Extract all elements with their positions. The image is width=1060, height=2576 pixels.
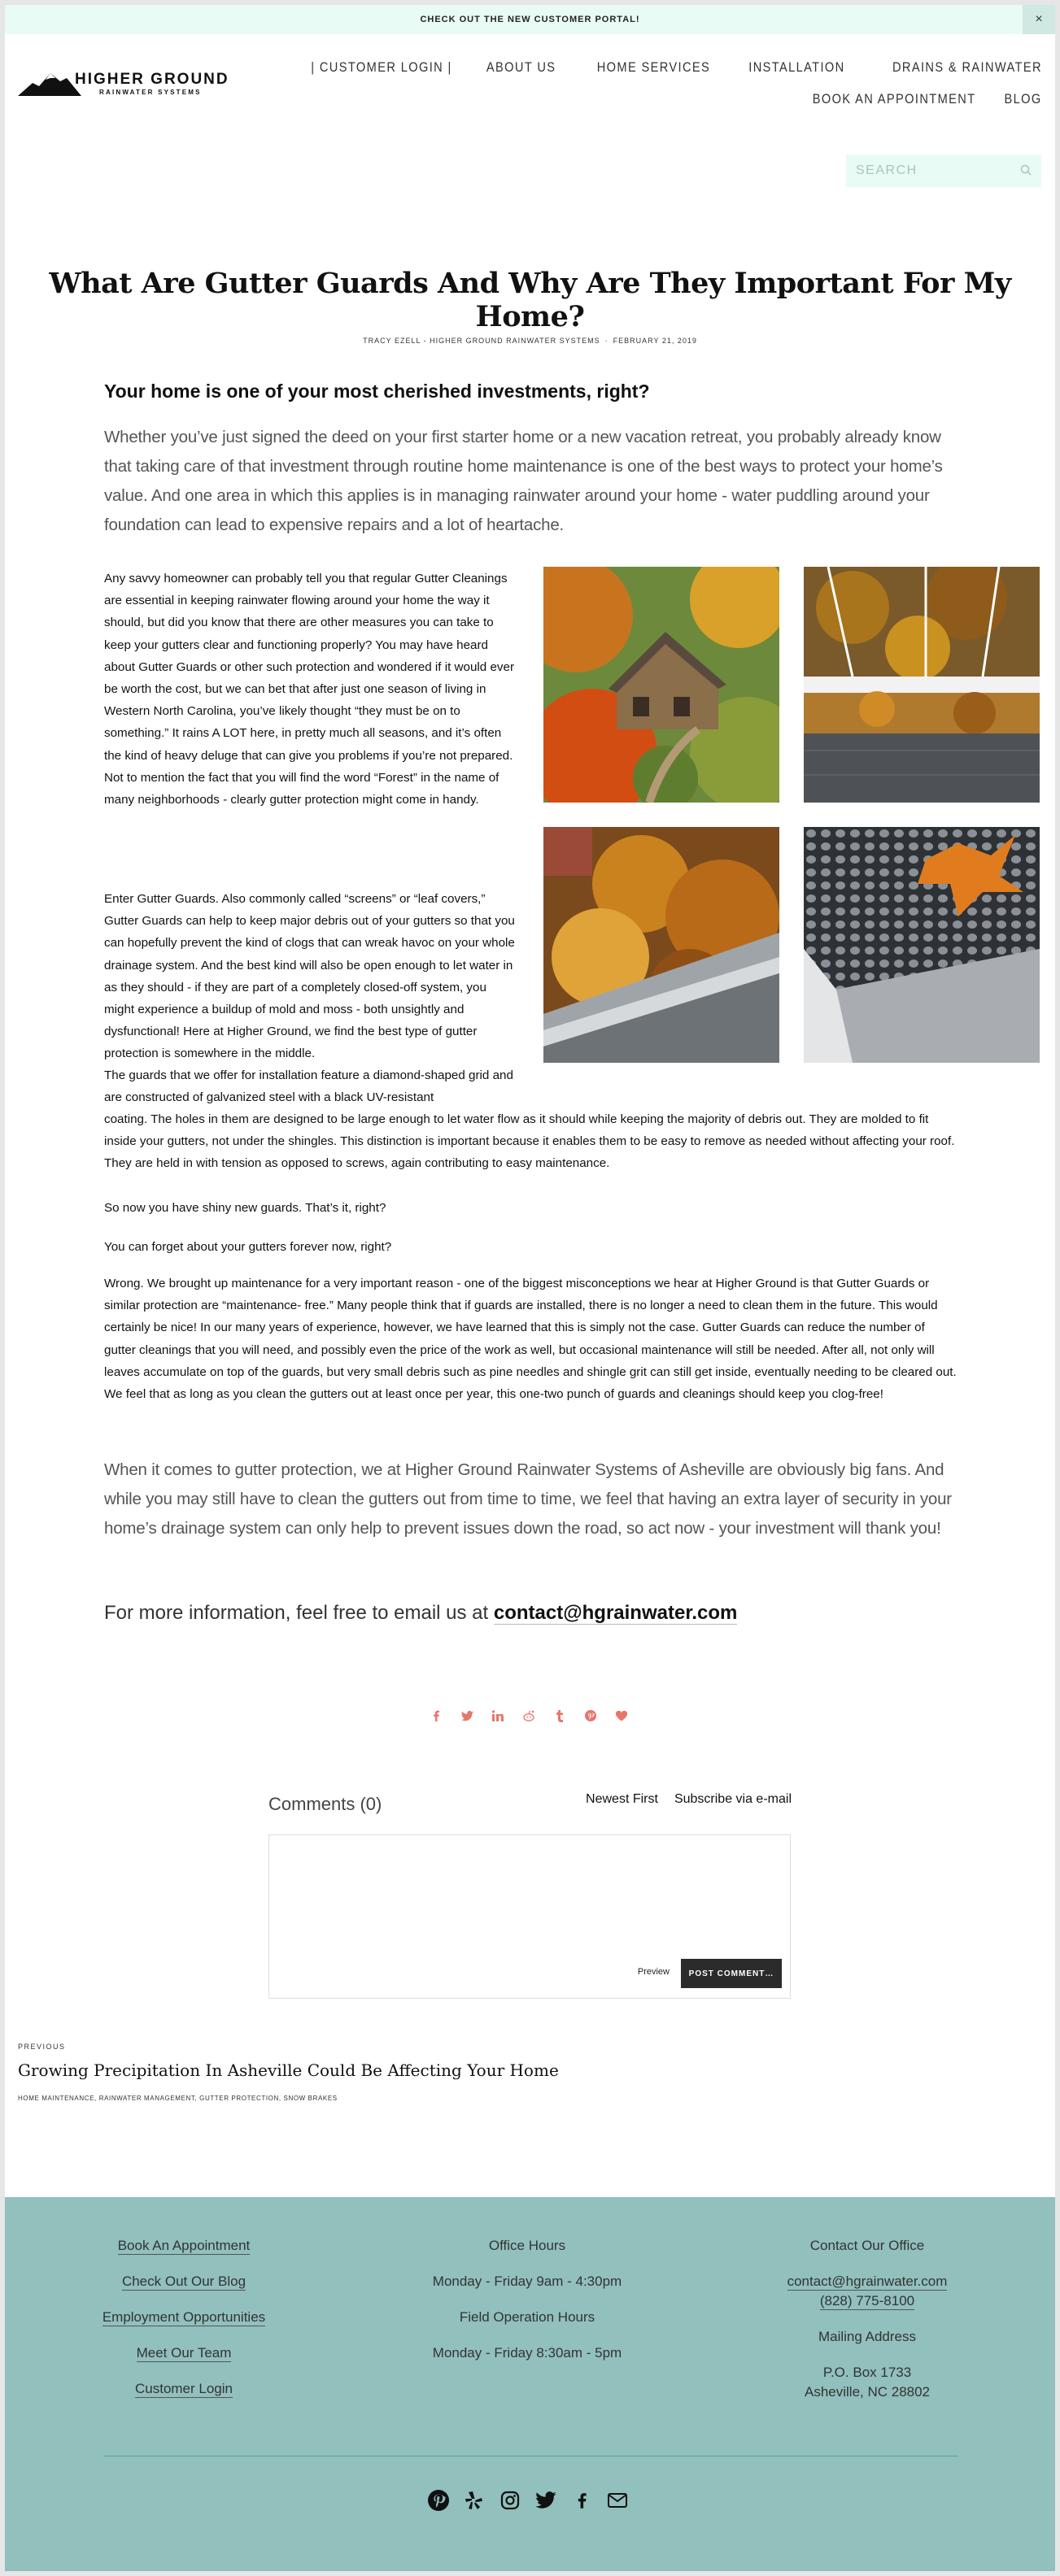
comments-title: Comments (0): [268, 1794, 382, 1814]
footer-link-blog[interactable]: Check Out Our Blog: [121, 2274, 246, 2289]
yelp-icon[interactable]: [464, 2490, 485, 2511]
paragraph-6: Wrong. We brought up maintenance for a very important reason - one of the biggest misconceptions we hear at Higher Ground is that Gutter Guards or similar protection are “maintenance- free.” Many people think that if guards are installed, there is no longer a need to clean them in the future. This would certainly be nice! In our many years of experience, however, we have learned that this is simply not the case. Gutter Guards can reduce the number of gutter cleanings that you will need, and possibly even the price of the work as well, but occasional maintenance will still be needed. After all, not only will leaves accumulate on top of the guards, but very small debris such as pine needles and shingle grit can still get inside, eventually needing to be cleared out. We feel that as long as you clean the gutters out at least once per year, this one-two punch of guards and cleanings should keep you clog-free!: [104, 1277, 957, 1402]
footer-contact: [721, 2238, 1014, 2420]
clogged-gutter-photo[interactable]: [543, 827, 779, 1063]
po-box: P.O. Box 1733: [822, 2365, 912, 2380]
paragraph-3a: The guards that we offer for installation feature a diamond-shaped grid and are constructed of galvanized steel with a black UV-resistant: [104, 1068, 513, 1105]
footer-phone-link[interactable]: (828) 775-8100: [819, 2293, 915, 2308]
pinterest-icon[interactable]: [428, 2490, 449, 2511]
footer-hours: [381, 2238, 674, 2381]
intro-paragraph: Whether you’ve just signed the deed on your first starter home or a new vacation retreat, you probably already know that taking care of that investment through routine home maintenance is one of the best ways to protect your home’s value. And one area in which this applies is in managing rainwater around your home - water puddling around your foundation can lead to expensive repairs and a lot of heartache.: [104, 428, 943, 534]
gutter-guard-mesh-photo[interactable]: [804, 827, 1040, 1063]
previous-post-link[interactable]: Growing Precipitation In Asheville Could Be Affecting Your Home: [18, 2060, 559, 2080]
nav-customer-login[interactable]: | CUSTOMER LOGIN |: [311, 59, 452, 75]
facebook-icon[interactable]: [428, 1708, 444, 1724]
nav-home-services[interactable]: HOME SERVICES: [596, 59, 711, 75]
byline: TRACY EZELL - HIGHER GROUND RAINWATER SYSTEMS · FEBRUARY 21, 2019: [363, 337, 697, 345]
secondary-nav: [786, 91, 1042, 107]
field-hours-title: Field Operation Hours: [459, 2309, 595, 2325]
post-comment-button[interactable]: POST COMMENT…: [681, 1959, 782, 1988]
mailing-address-title: Mailing Address: [818, 2329, 916, 2344]
closing-paragraph: When it comes to gutter protection, we at Higher Ground Rainwater Systems of Asheville are obviously big fans. And while you may still have to clean the gutters out from time to time, we feel that having an extra layer of security in your home’s drainage system can only help to prevent issues down the road, so act now - your investment will thank you!: [104, 1460, 952, 1538]
heart-icon[interactable]: [613, 1708, 630, 1724]
lede-heading: Your home is one of your most cherished investments, right?: [104, 381, 650, 402]
pinterest-icon[interactable]: [582, 1708, 599, 1724]
comments-tools: [586, 1792, 792, 1807]
gutter-leaves-photo[interactable]: [804, 567, 1040, 803]
nav-about-us[interactable]: ABOUT US: [486, 59, 556, 75]
contact-line: [104, 1602, 737, 1625]
reddit-icon[interactable]: [521, 1708, 537, 1724]
site-footer: [5, 2197, 1055, 2571]
contact-prefix: For more information, feel free to email us at: [104, 1602, 489, 1624]
footer-links: [37, 2238, 330, 2417]
paragraph-4: So now you have shiny new guards. That’s it, right?: [104, 1201, 386, 1215]
tumblr-icon[interactable]: [552, 1708, 568, 1724]
search-box: [846, 154, 1041, 187]
site-logo[interactable]: [18, 68, 254, 101]
linkedin-icon[interactable]: [490, 1708, 506, 1724]
paragraph-2: Enter Gutter Guards. Also commonly called “screens” or “leaf covers,” Gutter Guards can help to keep major debris out of your gutters so that you can hopefully prevent the kind of clogs that can wreak havoc on your whole drainage system. And the best kind will also be open enough to let water in as they should - if they are part of a completely closed-off system, you might experience a buildup of mold and moss - both unsightly and dysfunctional! Here at Higher Ground, we find the best type of gutter protection is somewhere in the middle.: [104, 892, 515, 1061]
twitter-icon[interactable]: [535, 2490, 556, 2511]
nav-blog[interactable]: BLOG: [1004, 91, 1042, 107]
footer-link-meet-team[interactable]: Meet Our Team: [136, 2345, 232, 2361]
twitter-icon[interactable]: [459, 1708, 475, 1724]
preview-button[interactable]: Preview: [637, 1967, 670, 1977]
mountain-logo-icon: [18, 72, 81, 98]
paragraph-5: You can forget about your gutters forever now, right?: [104, 1240, 392, 1254]
announcement-bar: [5, 5, 1055, 34]
search-input[interactable]: [856, 163, 1010, 178]
announcement-link[interactable]: CHECK OUT THE NEW CUSTOMER PORTAL!: [420, 15, 640, 24]
contact-office-title: Contact Our Office: [809, 2238, 925, 2253]
close-icon[interactable]: ×: [1023, 5, 1055, 34]
field-hours: Monday - Friday 8:30am - 5pm: [432, 2345, 622, 2361]
social-row: [428, 2490, 628, 2511]
search-icon[interactable]: [1020, 164, 1032, 176]
main-nav: [288, 59, 1042, 76]
contact-email-link[interactable]: contact@hgrainwater.com: [493, 1602, 738, 1624]
comment-box: [268, 1834, 791, 1999]
footer-link-book-appointment[interactable]: Book An Appointment: [117, 2238, 251, 2253]
post-date: FEBRUARY 21, 2019: [613, 337, 697, 345]
nav-drains-rainwater[interactable]: DRAINS & RAINWATER: [892, 59, 1042, 75]
house-autumn-photo[interactable]: [543, 567, 779, 803]
logo-wordmark: HIGHER GROUND: [75, 71, 229, 88]
subscribe-email-link[interactable]: Subscribe via e-mail: [674, 1792, 792, 1806]
paragraph-1: Any savvy homeowner can probably tell you that regular Gutter Cleanings are essential in keeping rainwater flowing around your home the way it should, but did you know that there are other measures you can take to keep your gutters clear and functioning properly? You may have heard about Gutter Guards or other such protection and wondered if it would ever be worth the cost, but we can bet that after just one season of living in Western North Carolina, you’ve likely thought “they must be on to something.” It rains A LOT here, in pretty much all seasons, and it’s often the kind of heavy deluge that can give you problems if you’re not prepared. Not to mention the fact that you will find the word “Forest” in the name of many neighborhoods - clearly gutter protection might come in handy.: [104, 572, 515, 807]
office-hours-title: Office Hours: [488, 2238, 566, 2253]
previous-label: PREVIOUS: [18, 2043, 66, 2051]
author[interactable]: TRACY EZELL - HIGHER GROUND RAINWATER SYSTEMS: [363, 337, 600, 345]
email-icon[interactable]: [607, 2490, 628, 2511]
nav-book-appointment[interactable]: BOOK AN APPOINTMENT: [812, 91, 976, 107]
share-row: [428, 1708, 630, 1724]
article-title: What Are Gutter Guards And Why Are They Important For My Home?: [49, 267, 1011, 333]
sort-newest-first[interactable]: Newest First: [586, 1792, 658, 1806]
footer-link-employment[interactable]: Employment Opportunities: [102, 2309, 266, 2325]
logo-subtitle: RAINWATER SYSTEMS: [99, 89, 202, 96]
previous-post-tags[interactable]: HOME MAINTENANCE, RAINWATER MANAGEMENT, GUTTER PROTECTION, SNOW BRAKES: [18, 2095, 338, 2102]
paragraph-3b: coating. The holes in them are designed to be large enough to let water flow as it should while keeping the majority of debris out. They are molded to fit inside your gutters, not under the shingles. This distinction is important because it enables them to be easy to remove as needed without affecting your roof. They are held in with tension as opposed to screws, again contributing to easy maintenance.: [104, 1112, 955, 1171]
nav-installation[interactable]: INSTALLATION: [748, 59, 846, 75]
footer-email-link[interactable]: contact@hgrainwater.com: [787, 2274, 948, 2289]
city-state-zip: Asheville, NC 28802: [804, 2384, 931, 2400]
comment-textarea[interactable]: [269, 1835, 790, 1949]
facebook-icon[interactable]: [571, 2490, 592, 2511]
office-hours: Monday - Friday 9am - 4:30pm: [432, 2274, 622, 2289]
footer-link-customer-login[interactable]: Customer Login: [134, 2381, 233, 2396]
instagram-icon[interactable]: [499, 2490, 521, 2511]
